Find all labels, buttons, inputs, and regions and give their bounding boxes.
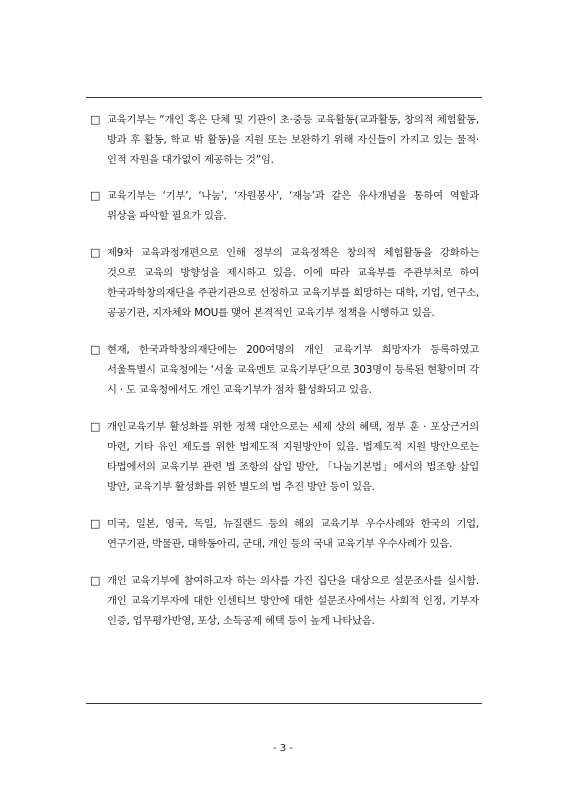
paragraph-text: 미국, 일본, 영국, 독일, 뉴질랜드 등의 해외 교육기부 우수사례와 한국의 기업, 연구기관, 박물관, 대학동아리, 군대, 개인 등의 국내 교육기부 우수사례가 있음. xyxy=(107,518,479,550)
paragraph-text: 교육기부는 ‘기부’, ‘나눔’, ‘자원봉사’, ‘재능’과 같은 유사개념을 통하여 역할과 위상을 파악할 필요가 있음. xyxy=(107,190,479,222)
bottom-rule xyxy=(86,703,482,704)
list-item xyxy=(90,571,479,631)
checkbox-bullet-icon: □ xyxy=(90,246,101,259)
list-item xyxy=(90,417,479,497)
top-rule xyxy=(86,97,482,98)
checkbox-bullet-icon: □ xyxy=(90,574,101,587)
paragraph-text: 개인 교육기부에 참여하고자 하는 의사를 가진 집단을 대상으로 설문조사를 실시함. 개인 교육기부자에 대한 인센티브 방안에 대한 설문조사에서는 사회적 인정, 기부자 인증, 업무평가반영, 포상, 소득공제 혜택 등이 높게 나타났음. xyxy=(107,575,479,627)
list-item xyxy=(90,186,479,226)
checkbox-bullet-icon: □ xyxy=(90,517,101,530)
list-item xyxy=(90,243,479,323)
paragraph-text: 교육기부는 “개인 혹은 단체 및 기관이 초·중등 교육활동(교과활동, 창의적 체험활동, 방과 후 활동, 학교 밖 활동)을 지원 또는 보완하기 위해 자신들이 가지고 있는 물적·인적 자원을 대가없이 제공하는 것”임. xyxy=(107,114,479,166)
summary-list xyxy=(90,110,479,631)
list-item xyxy=(90,340,479,400)
paragraph-text: 현재, 한국과학창의재단에는 200여명의 개인 교육기부 희망자가 등록하였고 서울특별시 교육청에는 ‘서울 교육멘토 교육기부단’으로 303명이 등록된 현황이며 각 시 · 도 교육청에서도 개인 교육기부가 점차 활성화되고 있음. xyxy=(107,344,479,396)
list-item xyxy=(90,110,479,170)
list-item xyxy=(90,514,479,554)
page-number: - 3 - xyxy=(273,743,293,754)
checkbox-bullet-icon: □ xyxy=(90,113,101,126)
checkbox-bullet-icon: □ xyxy=(90,343,101,356)
checkbox-bullet-icon: □ xyxy=(90,189,101,202)
checkbox-bullet-icon: □ xyxy=(90,420,101,433)
paragraph-text: 제9차 교육과정개편으로 인해 정부의 교육정책은 창의적 체험활동을 강화하는 것으로 교육의 방향성을 제시하고 있음. 이에 따라 교육부를 주관부처로 하여 한국과학창의재단을 주관기관으로 선정하고 교육기부를 희망하는 대학, 기업, 연구소, 공공기관, 지자체와 MOU를 맺어 본격적인 교육기부 정책을 시행하고 있음. xyxy=(107,247,479,319)
paragraph-text: 개인교육기부 활성화를 위한 정책 대안으로는 세제 상의 혜택, 정부 훈 · 포상근거의 마련, 기타 유인 제도를 위한 법제도적 지원방안이 있음. 법제도적 지원 방안으로는 타법에서의 교육기부 관련 법 조항의 삽입 방안, 「나눔기본법」에서의 법조항 삽입 방안, 교육기부 활성화를 위한 별도의 법 추진 방안 등이 있음. xyxy=(107,421,479,493)
